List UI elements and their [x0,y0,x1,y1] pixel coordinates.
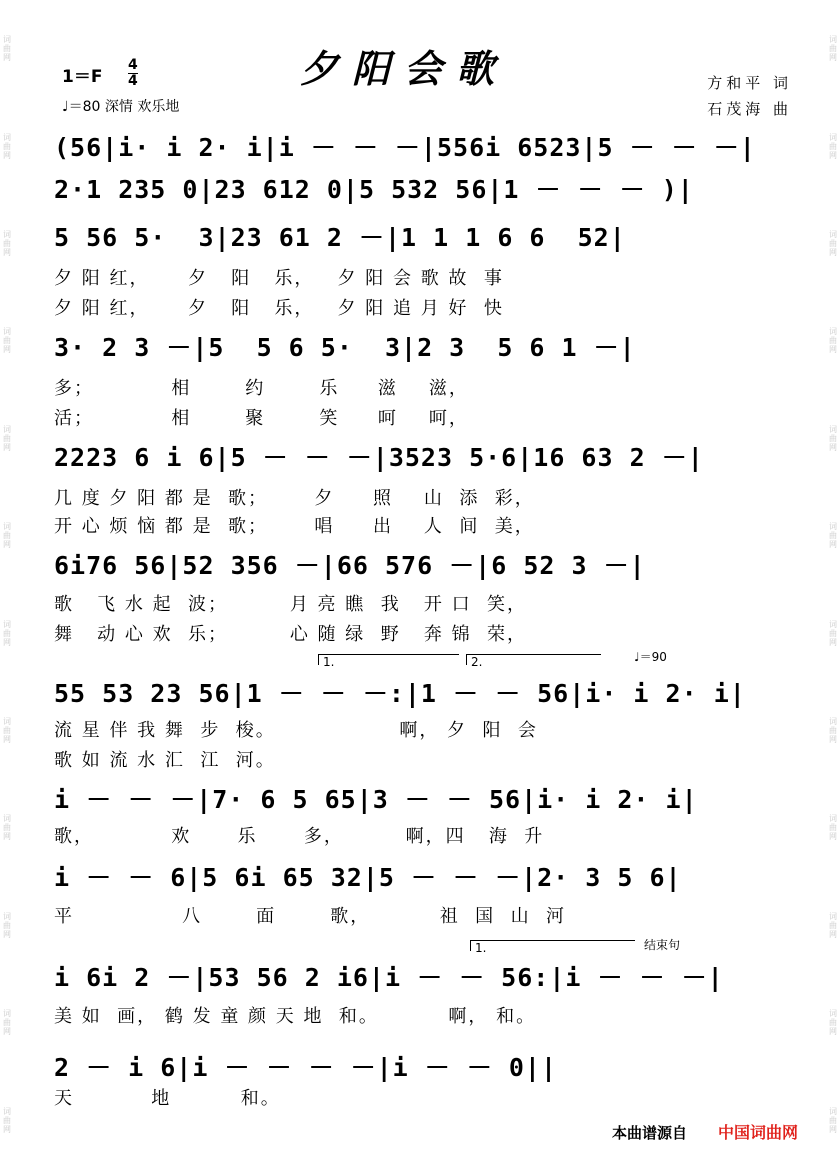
lyric-line: 美 如 画， 鹤 发 童 颜 天 地 和。 啊， 和。 [54,1006,537,1027]
score-line: i 6i 2 －|53 56 2 i6|i － － 56:|i － － －| [54,963,724,992]
volta-first-ending: 1. [470,940,635,951]
watermark-right: 词曲网 词曲网 词曲网 词曲网 词曲网 词曲网 词曲网 词曲网 词曲网 词曲网 词曲网 词曲网 [828,35,838,1134]
score-line: i － － －|7· 6 5 65|3 － － 56|i· i 2· i| [54,785,698,814]
lyric-line: 舞 动 心 欢 乐； 心 随 绿 野 奔 锦 荣， [54,624,528,645]
tempo-change: ♩＝90 [634,650,667,664]
lyric-line: 夕 阳 红， 夕 阳 乐， 夕 阳 会 歌 故 事 [54,268,504,289]
lyric-line: 开 心 烦 恼 都 是 歌； 唱 出 人 间 美， [54,516,535,537]
score-line: 2223 6 i 6|5 － － －|3523 5·6|16 63 2 －| [54,443,704,472]
lyric-line: 流 星 伴 我 舞 步 梭。 啊， 夕 阳 会 [54,720,538,741]
score-line: 5 56 5· 3|23 61 2 －|1 1 1 6 6 52| [54,223,626,252]
lyric-line: 天 地 和。 [54,1088,281,1109]
watermark-left: 词曲网 词曲网 词曲网 词曲网 词曲网 词曲网 词曲网 词曲网 词曲网 词曲网 词曲网 词曲网 [2,35,12,1134]
score-line: 2 － i 6|i － － － －|i － － 0|| [54,1053,558,1082]
lyric-line: 歌 如 流 水 汇 江 河。 [54,750,276,771]
site-link[interactable]: 中国词曲网 [718,1123,799,1142]
lyric-line: 多； 相 约 乐 滋 滋， [54,378,469,399]
volta-first: 1. [318,654,459,665]
lyric-line: 歌 飞 水 起 波； 月 亮 瞧 我 开 口 笑， [54,594,528,615]
score-line: i － － 6|5 6i 65 32|5 － － －|2· 3 5 6| [54,863,682,892]
composer-credit: 石茂海 曲 [707,100,792,118]
ending-label: 结束句 [644,938,681,952]
time-signature: 4 4 [128,57,138,89]
lyric-line: 夕 阳 红， 夕 阳 乐， 夕 阳 追 月 好 快 [54,298,504,319]
volta-second: 2. [466,654,601,665]
lyric-line: 平 八 面 歌， 祖 国 山 河 [54,906,567,927]
lyric-line: 活； 相 聚 笑 呵 呵， [54,408,469,429]
score-line: 2·1 235 0|23 612 0|5 532 56|1 － － － )| [54,175,694,204]
lyric-line: 歌， 欢 乐 多， 啊，四 海 升 [54,826,545,847]
source-label: 本曲谱源自 [612,1124,688,1142]
lyricist-credit: 方和平 词 [707,74,792,92]
score-line: (56|i· i 2· i|i － － －|556i 6523|5 － － －| [54,133,756,162]
score-line: 3· 2 3 －|5 5 6 5· 3|2 3 5 6 1 －| [54,333,636,362]
score-line: 55 53 23 56|1 － － －:|1 － － 56|i· i 2· i| [54,679,746,708]
lyric-line: 几 度 夕 阳 都 是 歌； 夕 照 山 添 彩， [54,488,535,509]
tempo-marking: ♩＝80 深情 欢乐地 [62,99,180,115]
song-title: 夕阳会歌 [300,46,509,91]
score-line: 6i76 56|52 356 －|66 576 －|6 52 3 －| [54,551,646,580]
key-signature: 1＝F [62,67,103,87]
